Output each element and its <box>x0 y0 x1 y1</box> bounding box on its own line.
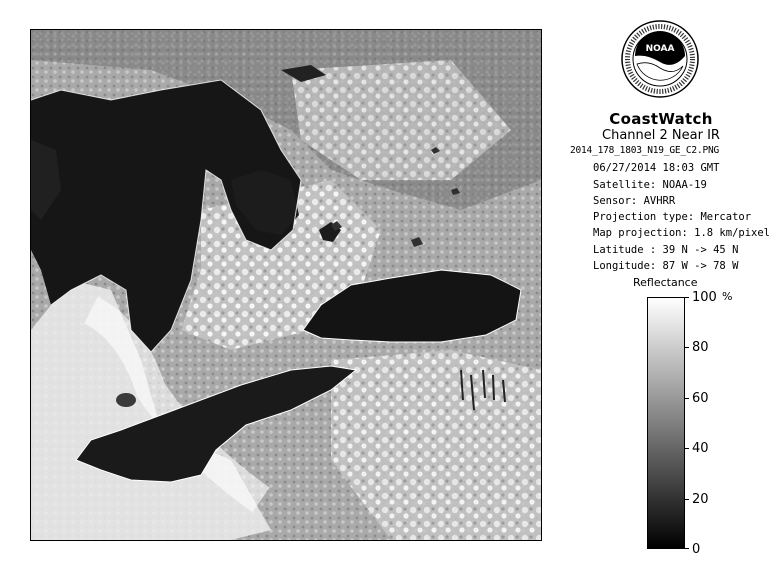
legend-tick-label: 0 <box>692 542 701 557</box>
legend-tick-mark <box>684 398 689 399</box>
legend-unit: % <box>722 290 733 303</box>
noaa-logo <box>621 20 699 98</box>
legend-tick-label: 100 <box>692 290 717 305</box>
legend-title: Reflectance <box>633 276 698 289</box>
legend-tick-mark <box>684 448 689 449</box>
datetime-label: 06/27/2014 18:03 GMT <box>593 162 720 174</box>
great-lakes-reflectance-image <box>31 30 541 540</box>
filename-label: 2014_178_1803_N19_GE_C2.PNG <box>570 145 720 156</box>
legend-tick-label: 40 <box>692 441 709 457</box>
legend-tick-label: 80 <box>692 340 709 356</box>
legend-tick-mark <box>684 297 689 298</box>
satellite-label: Satellite: NOAA-19 <box>593 179 707 191</box>
legend-tick-mark <box>684 347 689 348</box>
projection-type-label: Projection type: Mercator <box>593 211 752 223</box>
sensor-label: Sensor: AVHRR <box>593 195 676 207</box>
legend-tick-mark <box>684 499 689 500</box>
app-title: CoastWatch <box>609 110 713 128</box>
legend-tick-mark <box>684 548 689 549</box>
reflectance-colorbar <box>647 297 685 549</box>
map-projection-label: Map projection: 1.8 km/pixel <box>593 227 771 239</box>
channel-label: Channel 2 Near IR <box>602 128 720 143</box>
legend-tick-label: 20 <box>692 491 709 507</box>
latitude-label: Latitude : 39 N -> 45 N <box>593 244 739 256</box>
legend-tick-label: 60 <box>692 390 709 406</box>
satellite-image-panel[interactable] <box>30 29 542 541</box>
longitude-label: Longitude: 87 W -> 78 W <box>593 260 739 272</box>
noaa-logo-text: NOAA <box>645 44 675 54</box>
